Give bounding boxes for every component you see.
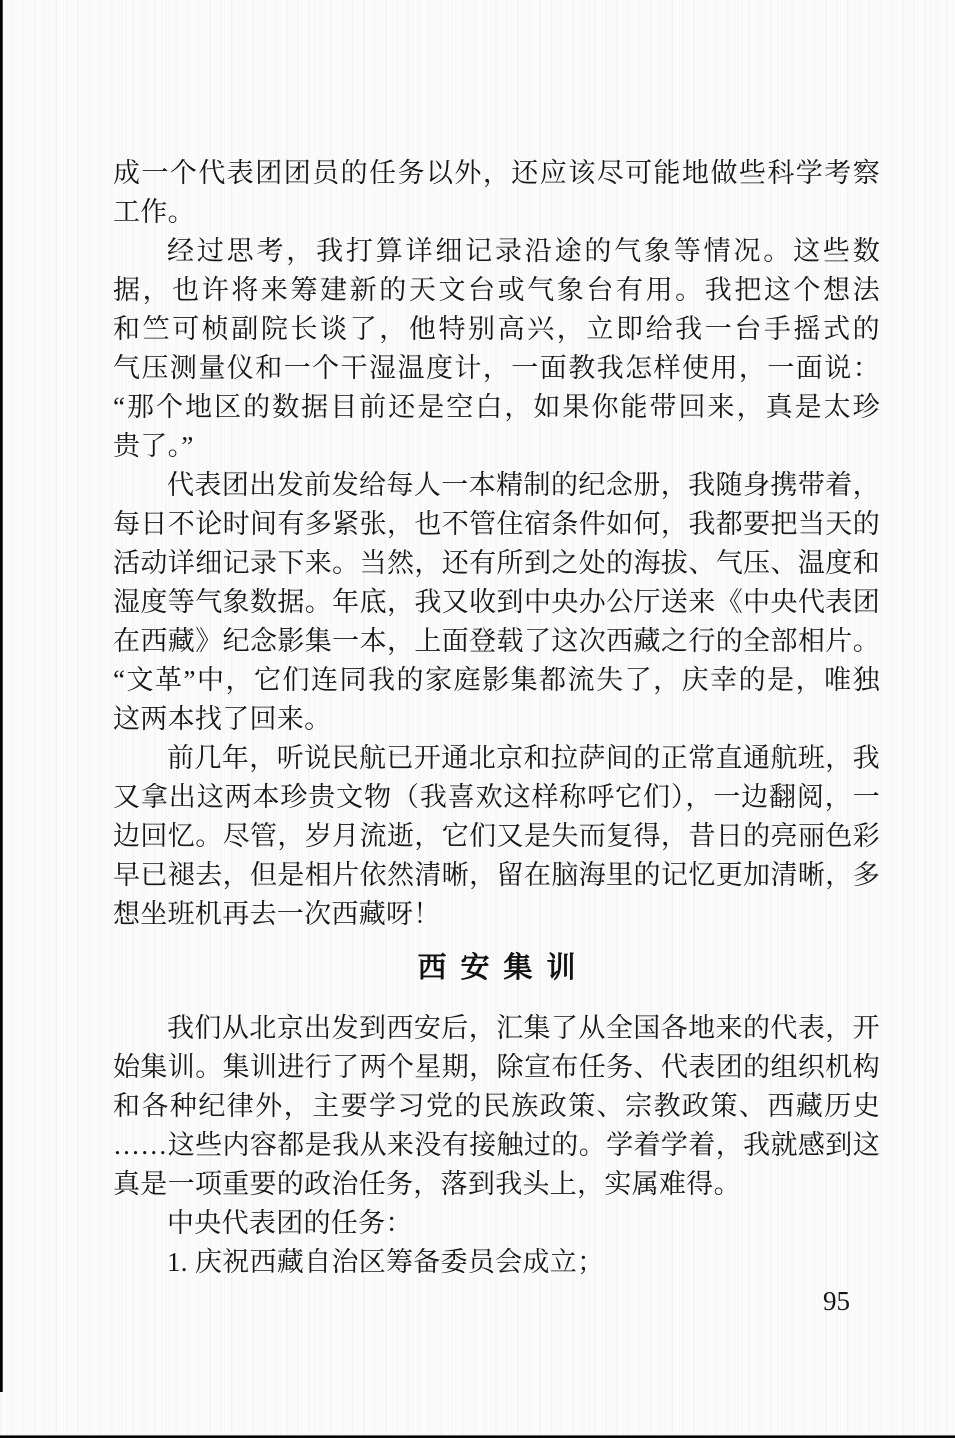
text-line: 成一个代表团团员的任务以外，还应该尽可能地做些科学考察 <box>113 158 880 188</box>
text-line: 在西藏》纪念影集一本，上面登载了这次西藏之行的全部相片。 <box>113 626 880 656</box>
page-text-block <box>113 154 880 1321</box>
text-line: ……这些内容都是我从来没有接触过的。学着学着，我就感到这 <box>113 1130 880 1160</box>
text-line: 1. 庆祝西藏自治区筹备委员会成立； <box>167 1247 605 1277</box>
text-line: 真是一项重要的政治任务，落到我头上，实属难得。 <box>113 1169 741 1199</box>
text-line: 中央代表团的任务： <box>167 1208 413 1238</box>
text-line: 代表团出发前发给每人一本精制的纪念册，我随身携带着， <box>167 470 880 500</box>
text-line: 每日不论时间有多紧张，也不管住宿条件如何，我都要把当天的 <box>113 509 880 539</box>
text-line: 经过思考，我打算详细记录沿途的气象等情况。这些数 <box>167 236 880 266</box>
scan-edge-left <box>0 0 3 1392</box>
text-line: 贵了。” <box>113 431 194 461</box>
text-line: 早已褪去，但是相片依然清晰，留在脑海里的记忆更加清晰，多 <box>113 860 880 890</box>
text-line: 活动详细记录下来。当然，还有所到之处的海拔、气压、温度和 <box>113 548 880 578</box>
text-line: “文革”中，它们连同我的家庭影集都流失了，庆幸的是，唯独 <box>113 665 880 695</box>
text-line: “那个地区的数据目前还是空白，如果你能带回来，真是太珍 <box>113 392 880 422</box>
text-line: 湿度等气象数据。年底，我又收到中央办公厅送来《中央代表团 <box>113 587 880 617</box>
text-line: 我们从北京出发到西安后，汇集了从全国各地来的代表，开 <box>167 1013 880 1043</box>
text-line: 工作。 <box>113 197 195 227</box>
text-line: 又拿出这两本珍贵文物（我喜欢这样称呼它们），一边翻阅，一 <box>113 782 880 812</box>
page-number: 95 <box>823 1286 850 1316</box>
text-line: 和竺可桢副院长谈了，他特别高兴，立即给我一台手摇式的 <box>113 314 880 344</box>
text-line: 这两本找了回来。 <box>113 704 332 734</box>
section-heading: 西安集训 <box>417 952 590 984</box>
text-line: 想坐班机再去一次西藏呀！ <box>113 899 441 929</box>
text-line: 前几年，听说民航已开通北京和拉萨间的正常直通航班，我 <box>167 743 880 773</box>
text-line: 据，也许将来筹建新的天文台或气象台有用。我把这个想法 <box>113 275 880 305</box>
paragraph-lines <box>113 154 880 934</box>
text-line: 和各种纪律外，主要学习党的民族政策、宗教政策、西藏历史 <box>113 1091 880 1121</box>
section-lines <box>113 1009 880 1282</box>
text-line: 始集训。集训进行了两个星期，除宣布任务、代表团的组织机构 <box>113 1052 880 1082</box>
text-line: 边回忆。尽管，岁月流逝，它们又是失而复得，昔日的亮丽色彩 <box>113 821 880 851</box>
text-line: 气压测量仪和一个干湿温度计，一面教我怎样使用，一面说： <box>113 353 880 383</box>
